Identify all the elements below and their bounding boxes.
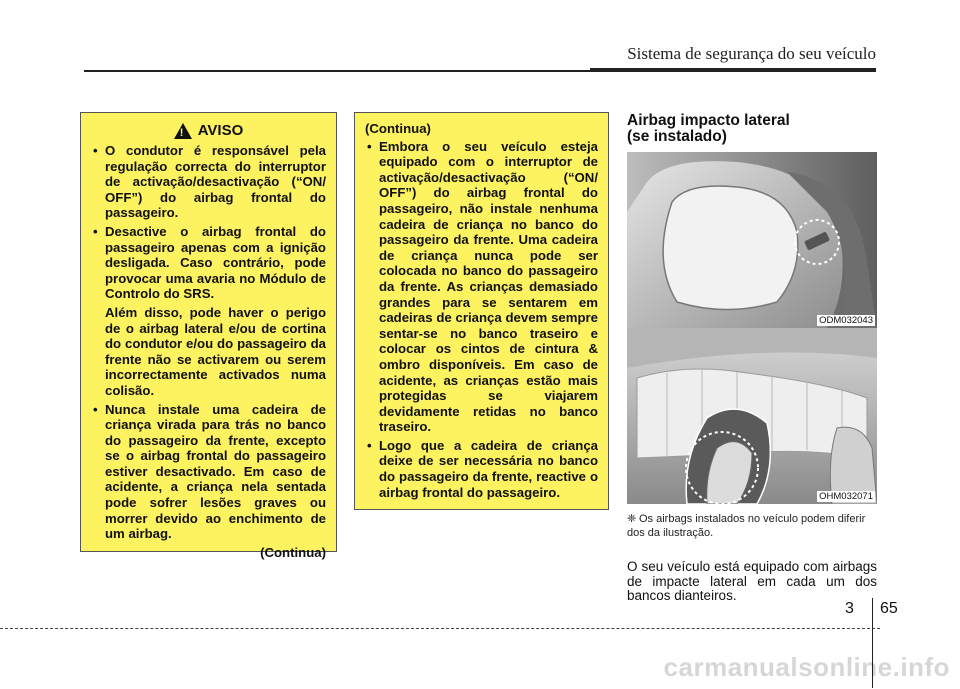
- warning-item: • O condutor é responsável pela regulação correcta do interruptor de activação/desactivação (“ON/ OFF”) do airbag frontal do passageiro.: [91, 143, 326, 221]
- page-number: 65: [880, 600, 898, 617]
- watermark: carmanualsonline.info: [663, 652, 950, 682]
- chapter-number: 3: [845, 600, 854, 617]
- warning-box-aviso: [80, 112, 337, 560]
- warning-item: • Logo que a cadeira de criança deixe de ser necessária no banco do passageiro da frente, reactive o airbag frontal do passageiro.: [365, 438, 598, 500]
- figure-code: OHM032071: [819, 491, 873, 502]
- airbag-deployment-illustration: [627, 328, 877, 504]
- continued-label: (Continua): [260, 544, 326, 560]
- warning-list: [91, 143, 326, 302]
- continued-label: (Continua): [365, 121, 431, 136]
- section-subtitle-line: (se instalado): [627, 128, 727, 145]
- warning-sub-paragraph: Além disso, pode haver o perigo de o airbag lateral e/ou de cortina do condutor e/ou do passageiro da frente não se activarem ou serem incorrectamente activados numa colisão.: [105, 304, 326, 398]
- warning-item: • Embora o seu veículo esteja equipado com o interruptor de activação/desactivação (“ON/ OFF”) do airbag frontal do passageiro, não instale nenhuma cadeira de criança no banco do passageiro da frente. Uma cadeira de criança nunca pode ser colocada no banco do passageiro da frente. As crianças demasiado grandes para se sentarem em cadeiras de criança devem sempre sentar-se no banco traseiro e colocar os cintos de cintura & ombro disponíveis. Em caso de acidente, as crianças estão mais protegidas se viajarem devidamente retidas no banco traseiro.: [365, 139, 598, 435]
- note-text: Os airbags instalados no veículo podem diferir dos da ilustração.: [627, 513, 866, 539]
- figure-deployed-airbag: [627, 328, 877, 504]
- page-header-title: Sistema de segurança do seu veículo: [627, 44, 876, 63]
- note-marker: ❈: [627, 513, 637, 525]
- section-title: [627, 113, 877, 145]
- figure-code: ODM032043: [819, 315, 873, 326]
- header-rule-accent: [590, 68, 876, 72]
- illustration-note: [627, 512, 877, 540]
- warning-item: • Nunca instale uma cadeira de criança virada para trás no banco do passageiro da frente, excepto se o airbag frontal do passageiro estiver desactivado. Em caso de acidente, a criança nela sentada pode sofrer lesões graves ou morrer devido ao enchimento de um airbag.: [91, 402, 326, 542]
- footer-rule: [0, 628, 880, 629]
- seat-illustration: [627, 152, 877, 328]
- warning-list-2: [91, 402, 326, 542]
- figure-seat-side-airbag: [627, 152, 877, 328]
- warning-item: • Desactive o airbag frontal do passageiro apenas com a ignição desligada. Caso contrário, pode provocar uma avaria no Módulo de Controlo do SRS.: [91, 224, 326, 302]
- warning-triangle-icon: [174, 123, 192, 139]
- body-paragraph: O seu veículo está equipado com airbags de impacte lateral em cada um dos bancos dianteiros.: [627, 559, 877, 603]
- warning-heading: [91, 123, 326, 139]
- warning-heading-text: AVISO: [197, 122, 244, 140]
- section-title-line: Airbag impacto lateral: [627, 112, 790, 129]
- warning-box-continued: [354, 112, 609, 510]
- warning-list: [365, 139, 598, 501]
